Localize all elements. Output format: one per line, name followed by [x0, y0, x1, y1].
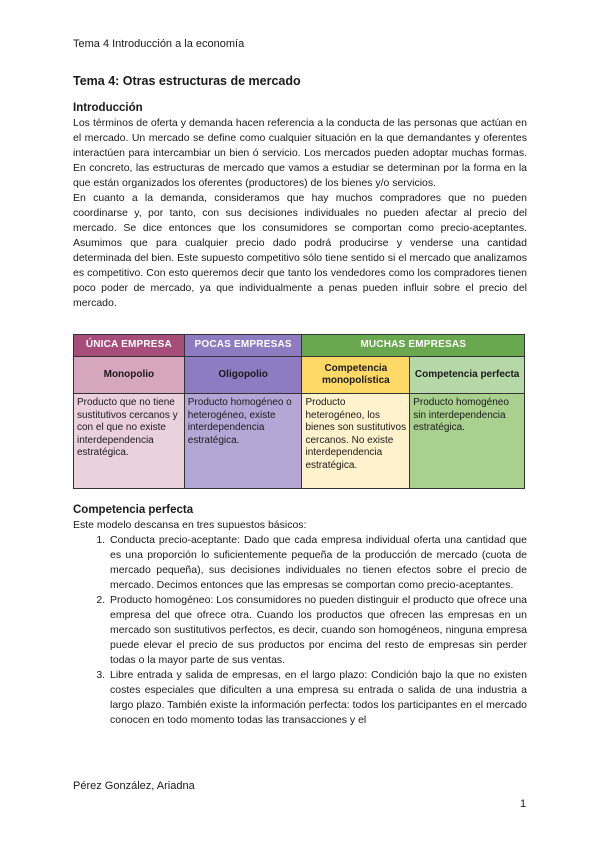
list-item: 2. Producto homogéneo: Los consumidores no pueden distinguir el producto que ofrece una empresa del que ofrece otra. Cuando los productos que ofrecen las empresas en un mercado son sustitutivos perfectos, es decir, cuando son homogéneos, ninguna empresa puede elevar el precio de sus productos por encima del resto de empresas sin perder todas o la mayor parte de sus ventas.: [108, 593, 527, 668]
intro-heading: Introducción: [73, 102, 143, 114]
desc-competencia-perfecta: Producto homogéneo sin interdependencia estratégica.: [410, 394, 525, 489]
list-item: 3. Libre entrada y salida de empresas, en el largo plazo: Condición bajo la que no existen costes especiales que dificulten a una empresa su entrada o salida de una industria a largo plazo. También existe la información perfecta: todos los participantes en el mercado conocen en todo momento todas las transacciones y el: [108, 668, 527, 728]
page-footer-author: Pérez González, Ariadna: [73, 780, 195, 792]
desc-oligopolio: Producto homogéneo o heterogéneo, existe interdependencia estratégica.: [184, 394, 302, 489]
desc-competencia-monopolistica: Producto heterogéneo, los bienes son sustitutivos cercanos. No existe interdependencia estratégica.: [302, 394, 410, 489]
perfect-competition-heading: Competencia perfecta: [73, 504, 194, 516]
page-number: 1: [520, 798, 527, 810]
type-oligopolio: Oligopolio: [184, 357, 302, 394]
type-competencia-perfecta: Competencia perfecta: [410, 357, 525, 394]
type-competencia-monopolistica: Competencia monopolística: [302, 357, 410, 394]
header-muchas-empresas: MUCHAS EMPRESAS: [302, 335, 525, 357]
desc-monopolio: Producto que no tiene sustitutivos cercanos y con el que no existe interdependencia estratégica.: [74, 394, 185, 489]
assumptions-list: [73, 533, 527, 728]
intro-paragraph-2: En cuanto a la demanda, consideramos que hay muchos compradores que no pueden coordinarse y, por tanto, con sus decisiones individuales no pueden afectar al precio del mercado. Se dice entonces que los consumidores se comportan como precio-aceptantes. Asumimos que para cualquier precio dado podrá producirse y venderse una cantidad determinada del bien. Este supuesto competitivo sólo tiene sentido si el mercado que analizamos es competitivo. Con esto queremos decir que tanto los vendedores como los compradores tienen poco poder de mercado, ya que individualmente a penas pueden influir sobre el precio del mercado.: [73, 192, 527, 309]
intro-paragraph-1: Los términos de oferta y demanda hacen referencia a la conducta de las personas que actúan en el mercado. Un mercado se define como cualquier situación en la que demandantes y oferentes interactúen para intercambiar un bien ó servicio. Los mercados pueden adoptar muchas formas. En concreto, las estructuras de mercado que vamos a estudiar se determinan por la forma en la que están organizados los oferentes (productores) de los bienes y/o servicios.: [73, 117, 527, 189]
header-pocas-empresas: POCAS EMPRESAS: [184, 335, 302, 357]
list-item: 1. Conducta precio-aceptante: Dado que cada empresa individual oferta una cantidad que es una proporción lo suficientemente pequeña de la producción de mercado (cuota de mercado pequeña), sus decisiones individuales no tienen efectos sobre el precio de mercado. Decimos entonces que las empresas se comportan como precio-aceptantes.: [108, 533, 527, 593]
document-title: Tema 4: Otras estructuras de mercado: [73, 74, 301, 88]
perfect-competition-lead: Este modelo descansa en tres supuestos básicos:: [73, 519, 307, 531]
header-unica-empresa: ÚNICA EMPRESA: [74, 335, 185, 357]
document-body: [73, 101, 527, 728]
page-header: Tema 4 Introducción a la economía: [73, 38, 245, 50]
type-monopolio: Monopolio: [74, 357, 185, 394]
market-structures-table: [73, 334, 525, 489]
